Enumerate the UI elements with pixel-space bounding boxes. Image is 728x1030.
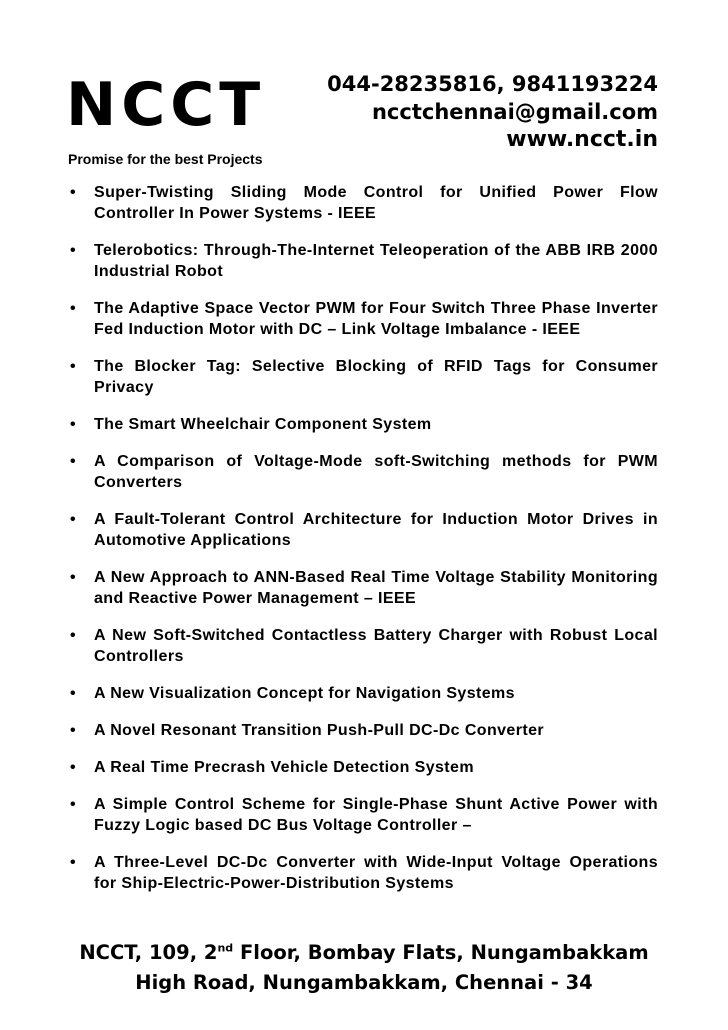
tagline: Promise for the best Projects (68, 151, 263, 167)
project-title: A Novel Resonant Transition Push-Pull DC-Dc Converter (94, 722, 545, 739)
project-title: A Fault-Tolerant Control Architecture for Induction Motor Drives in Automotive Applications (94, 511, 658, 549)
project-title: The Blocker Tag: Selective Blocking of RFID Tags for Consumer Privacy (94, 358, 658, 396)
project-title: Telerobotics: Through-The-Internet Teleoperation of the ABB IRB 2000 Industrial Robot (94, 242, 658, 280)
bullet-icon: • (70, 511, 77, 528)
project-title: A Comparison of Voltage-Mode soft-Switching methods for PWM Converters (94, 453, 658, 491)
project-title: The Adaptive Space Vector PWM for Four Switch Three Phase Inverter Fed Induction Motor with DC – Link Voltage Imbalance - IEEE (94, 300, 658, 338)
address-line-1 (0, 938, 728, 968)
project-item (70, 567, 658, 609)
bullet-icon: • (70, 358, 77, 375)
bullet-icon: • (70, 416, 77, 433)
page-header (0, 0, 728, 175)
project-item (70, 720, 658, 741)
project-title: A Simple Control Scheme for Single-Phase Shunt Active Power with Fuzzy Logic based DC Bus Voltage Controller – (94, 796, 658, 834)
bullet-icon: • (70, 722, 77, 739)
bullet-icon: • (70, 300, 77, 317)
bullet-icon: • (70, 854, 77, 871)
project-title: A New Approach to ANN-Based Real Time Voltage Stability Monitoring and Reactive Power Management – IEEE (94, 569, 658, 607)
email-address: ncctchennai@gmail.com (371, 100, 658, 124)
project-item (70, 298, 658, 340)
project-item (70, 683, 658, 704)
project-item (70, 356, 658, 398)
project-title: A Real Time Precrash Vehicle Detection System (94, 759, 474, 776)
website-url: www.ncct.in (506, 127, 658, 152)
project-title: A New Visualization Concept for Navigation Systems (94, 685, 515, 702)
project-title: Super-Twisting Sliding Mode Control for Unified Power Flow Controller In Power Systems - IEEE (94, 184, 658, 222)
contact-block (327, 70, 658, 154)
bullet-icon: • (70, 569, 77, 586)
project-item (70, 852, 658, 894)
floor-ordinal-suffix: nd (217, 941, 234, 955)
project-title: A New Soft-Switched Contactless Battery Charger with Robust Local Controllers (94, 627, 658, 665)
project-title: The Smart Wheelchair Component System (94, 416, 432, 433)
project-item (70, 240, 658, 282)
address-line-1-suffix: Floor, Bombay Flats, Nungambakkam (233, 941, 649, 964)
bullet-icon: • (70, 759, 77, 776)
address-footer (0, 938, 728, 998)
project-item (70, 625, 658, 667)
phone-numbers: 044-28235816, 9841193224 (327, 72, 658, 96)
project-item (70, 182, 658, 224)
bullet-icon: • (70, 242, 77, 259)
address-line-2: High Road, Nungambakkam, Chennai - 34 (135, 971, 593, 994)
bullet-icon: • (70, 453, 77, 470)
project-item (70, 451, 658, 493)
bullet-icon: • (70, 796, 77, 813)
project-title: A Three-Level DC-Dc Converter with Wide-Input Voltage Operations for Ship-Electric-Power-Distribution Systems (94, 854, 658, 892)
address-line-1-prefix: NCCT, 109, 2 (79, 941, 218, 964)
project-item (70, 509, 658, 551)
project-item (70, 414, 658, 435)
bullet-icon: • (70, 685, 77, 702)
project-item (70, 757, 658, 778)
project-list (70, 182, 658, 910)
project-item (70, 794, 658, 836)
bullet-icon: • (70, 184, 77, 201)
ncct-logo: NCCT (66, 70, 266, 140)
bullet-icon: • (70, 627, 77, 644)
